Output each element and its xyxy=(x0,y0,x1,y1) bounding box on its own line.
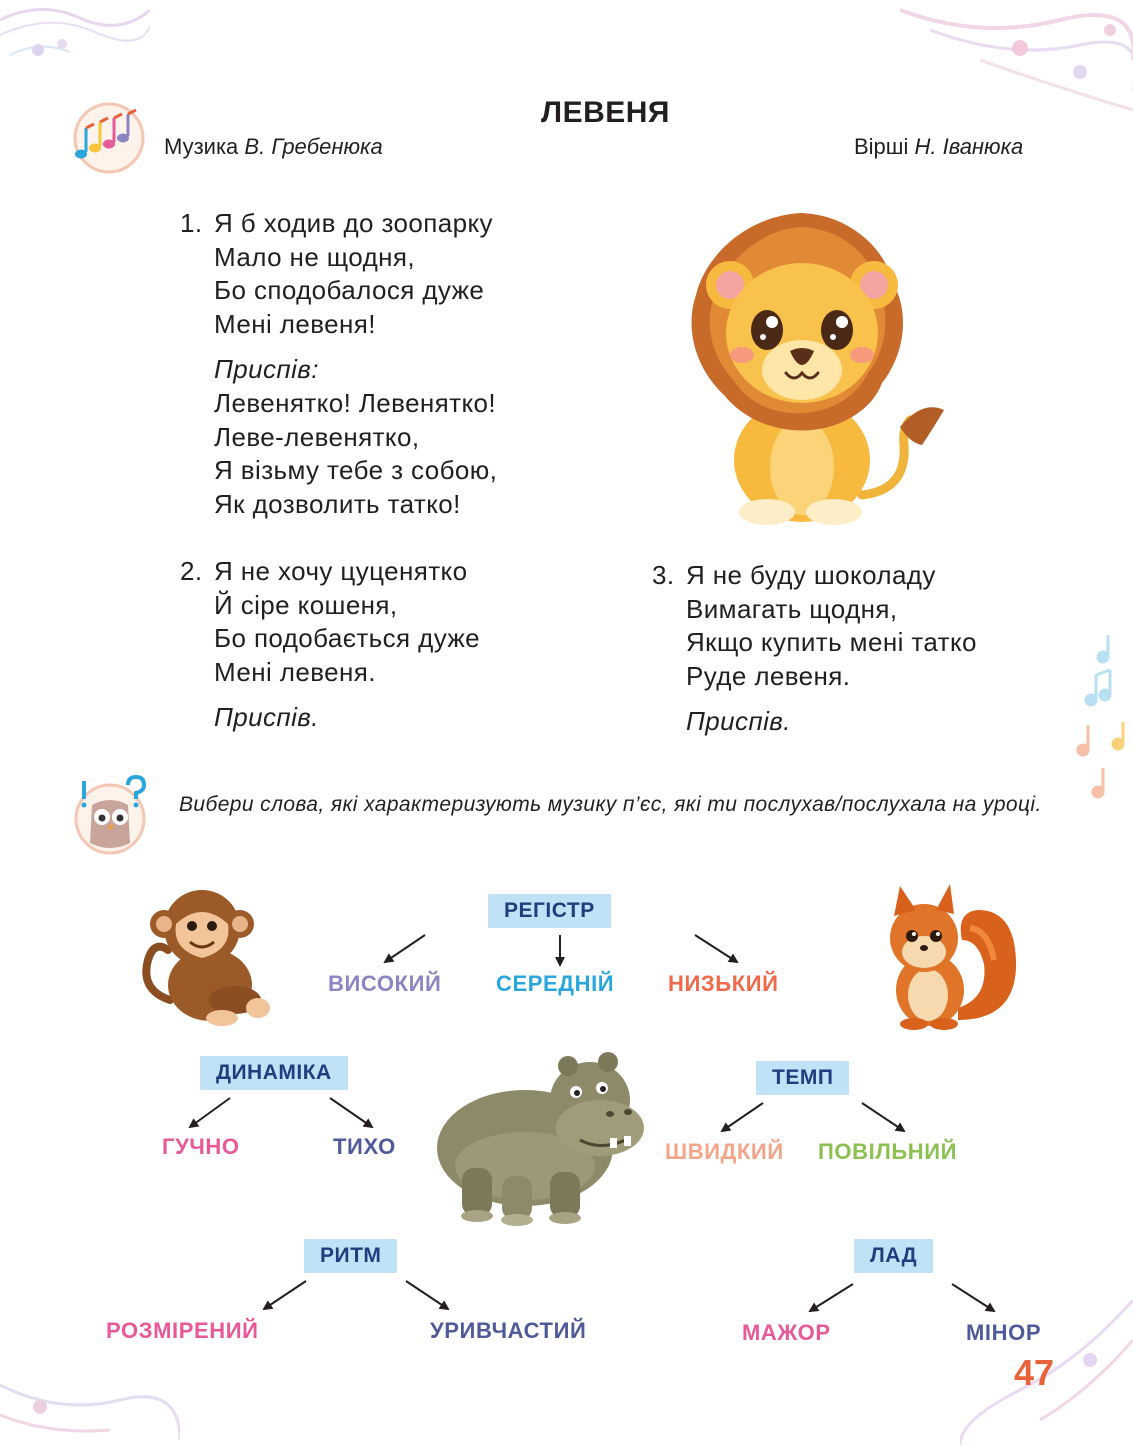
verse-line: Бо подобається дуже xyxy=(214,623,481,654)
verse-line: Мені левеня! xyxy=(214,308,376,339)
option-low: НИЗЬКИЙ xyxy=(668,971,779,996)
chorus-line: Як дозволить татко! xyxy=(214,488,461,519)
verse-line: Якщо купить мені татко xyxy=(686,627,977,658)
option-major: МАЖОР xyxy=(742,1320,831,1345)
option-abrupt: УРИВЧАСТИЙ xyxy=(430,1318,587,1343)
verse-line: Бо сподобалося дуже xyxy=(214,275,485,306)
option-measured: РОЗМІРЕНИЙ xyxy=(106,1318,259,1343)
verse-number: 2. xyxy=(180,556,203,586)
verse-line: Я б ходив до зоопарку xyxy=(214,208,493,238)
option-high: ВИСОКИЙ xyxy=(328,971,442,996)
category-mode: ЛАД xyxy=(854,1239,933,1273)
chorus-line: Я візьму тебе з собою, xyxy=(214,455,498,486)
lyrics-label: Вірші xyxy=(854,134,909,159)
verse-number: 1. xyxy=(180,208,203,238)
chorus-label: Приспів: xyxy=(214,354,319,385)
verse-number: 3. xyxy=(652,560,675,590)
category-register: РЕГІСТР xyxy=(488,894,611,928)
lyrics-author: Н. Іванюка xyxy=(914,134,1024,159)
music-label: Музика xyxy=(164,134,239,159)
option-slow: ПОВІЛЬНИЙ xyxy=(818,1139,958,1164)
verse-line: Й сіре кошеня, xyxy=(214,589,398,620)
chorus-line: Леве-левенятко, xyxy=(214,421,420,452)
chorus-line: Левенятко! Левенятко! xyxy=(214,387,497,418)
music-author: В. Гребенюка xyxy=(244,134,383,159)
chorus-label: Приспів. xyxy=(214,702,319,733)
category-dynamics: ДИНАМІКА xyxy=(200,1056,348,1090)
chorus-label: Приспів. xyxy=(686,706,791,737)
verse-line: Мені левеня. xyxy=(214,656,376,687)
song-title: ЛЕВЕНЯ xyxy=(541,96,670,129)
verse-line: Руде левеня. xyxy=(686,660,851,691)
verse-line: Я не буду шоколаду xyxy=(686,560,936,590)
category-tempo: ТЕМП xyxy=(756,1061,849,1095)
verse-line: Я не хочу цуценятко xyxy=(214,556,468,586)
option-fast: ШВИДКИЙ xyxy=(665,1139,784,1164)
option-quiet: ТИХО xyxy=(333,1134,396,1159)
verse-line: Мало не щодня, xyxy=(214,241,416,272)
option-middle: СЕРЕДНІЙ xyxy=(496,971,615,996)
category-rhythm: РИТМ xyxy=(304,1239,397,1273)
page-number: 47 xyxy=(1014,1352,1055,1393)
verse-line: Вимагать щодня, xyxy=(686,593,898,624)
option-loud: ГУЧНО xyxy=(162,1134,240,1159)
option-minor: МІНОР xyxy=(966,1320,1042,1345)
task-instruction: Вибери слова, які характеризують музику п’єс, які ти послухав/послухала на уроці. xyxy=(179,793,1042,816)
